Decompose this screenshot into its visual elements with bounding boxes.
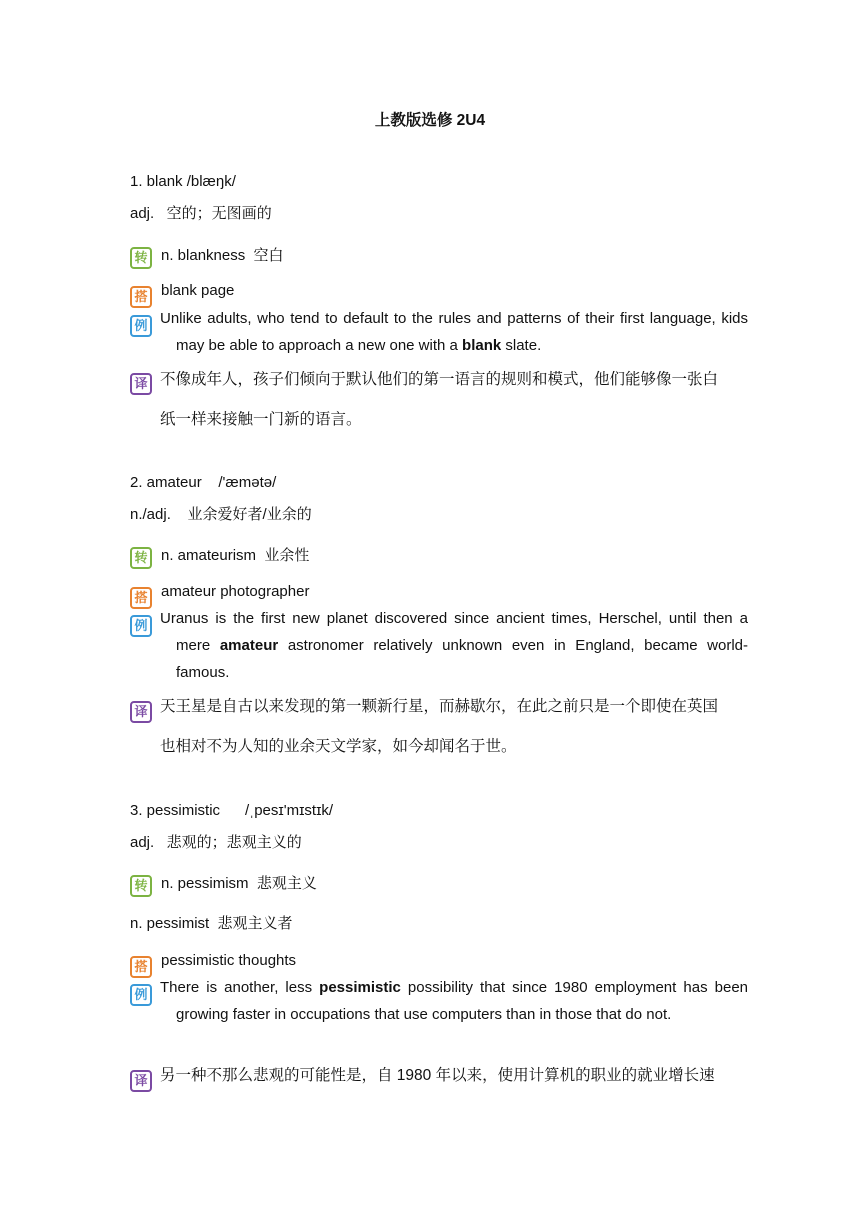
collocation-text: amateur photographer bbox=[161, 583, 310, 600]
example-keyword: amateur bbox=[219, 637, 279, 654]
example-keyword: blank bbox=[462, 337, 502, 354]
entry-part-of-speech: adj. 悲观的；悲观主义的 bbox=[130, 834, 302, 851]
collocation-text: pessimistic thoughts bbox=[161, 952, 297, 969]
entry-part-of-speech: n./adj. 业余爱好者/业余的 bbox=[130, 506, 312, 523]
derivative-icon: 转 bbox=[130, 547, 152, 569]
derivative-text: n. pessimism 悲观主义 bbox=[161, 875, 317, 892]
derivative-icon: 转 bbox=[130, 247, 152, 269]
translation-text: 天王星是自古以来发现的第一颗新行星，而赫歇尔，在此之前只是一个即使在英国 也相对不为人知的业余天文学家，如今却闻名于世。 bbox=[160, 698, 719, 755]
translation-icon: 译 bbox=[130, 1070, 152, 1092]
example-sentence: There is another, less pessimistic possibility that since 1980 employment has been growing faster in occupations that use computers than in those that do not. bbox=[160, 979, 748, 1023]
entry-headword: 3. pessimistic /ˌpesɪ'mɪstɪk/ bbox=[130, 802, 334, 819]
example-icon: 例 bbox=[130, 315, 152, 337]
collocation-icon: 搭 bbox=[130, 956, 152, 978]
example-sentence: Unlike adults, who tend to default to the rules and patterns of their first language, kids may be able to approach a new one with a blank slate. bbox=[160, 310, 748, 354]
entry-part-of-speech: adj. 空的；无图画的 bbox=[130, 205, 272, 222]
translation-icon: 译 bbox=[130, 373, 152, 395]
derivative-text: n. amateurism 业余性 bbox=[161, 547, 310, 564]
example-keyword: pessimistic bbox=[319, 979, 401, 996]
collocation-icon: 搭 bbox=[130, 286, 152, 308]
collocation-text: blank page bbox=[161, 282, 235, 299]
translation-text: 不像成年人，孩子们倾向于默认他们的第一语言的规则和模式，他们能够像一张白 纸一样来接触一门新的语言。 bbox=[160, 371, 719, 428]
translation-text: 另一种不那么悲观的可能性是，自 1980 年以来，使用计算机的职业的就业增长速 bbox=[160, 1067, 715, 1084]
entry-headword: 1. blank /blæŋk/ bbox=[130, 173, 236, 190]
page-title: 上教版选修 2U4 bbox=[374, 112, 486, 129]
example-icon: 例 bbox=[130, 615, 152, 637]
entry-headword: 2. amateur /'æmətə/ bbox=[130, 474, 277, 491]
example-sentence: Uranus is the first new planet discovered since ancient times, Herschel, until then a mere amateur astronomer relatively unknown even in England, became world-famous. bbox=[160, 610, 749, 681]
example-icon: 例 bbox=[130, 984, 152, 1006]
derivative-text: n. blankness 空白 bbox=[161, 247, 284, 264]
collocation-icon: 搭 bbox=[130, 587, 152, 609]
derivative-icon: 转 bbox=[130, 875, 152, 897]
derivative-text: n. pessimist 悲观主义者 bbox=[130, 915, 293, 932]
translation-icon: 译 bbox=[130, 701, 152, 723]
